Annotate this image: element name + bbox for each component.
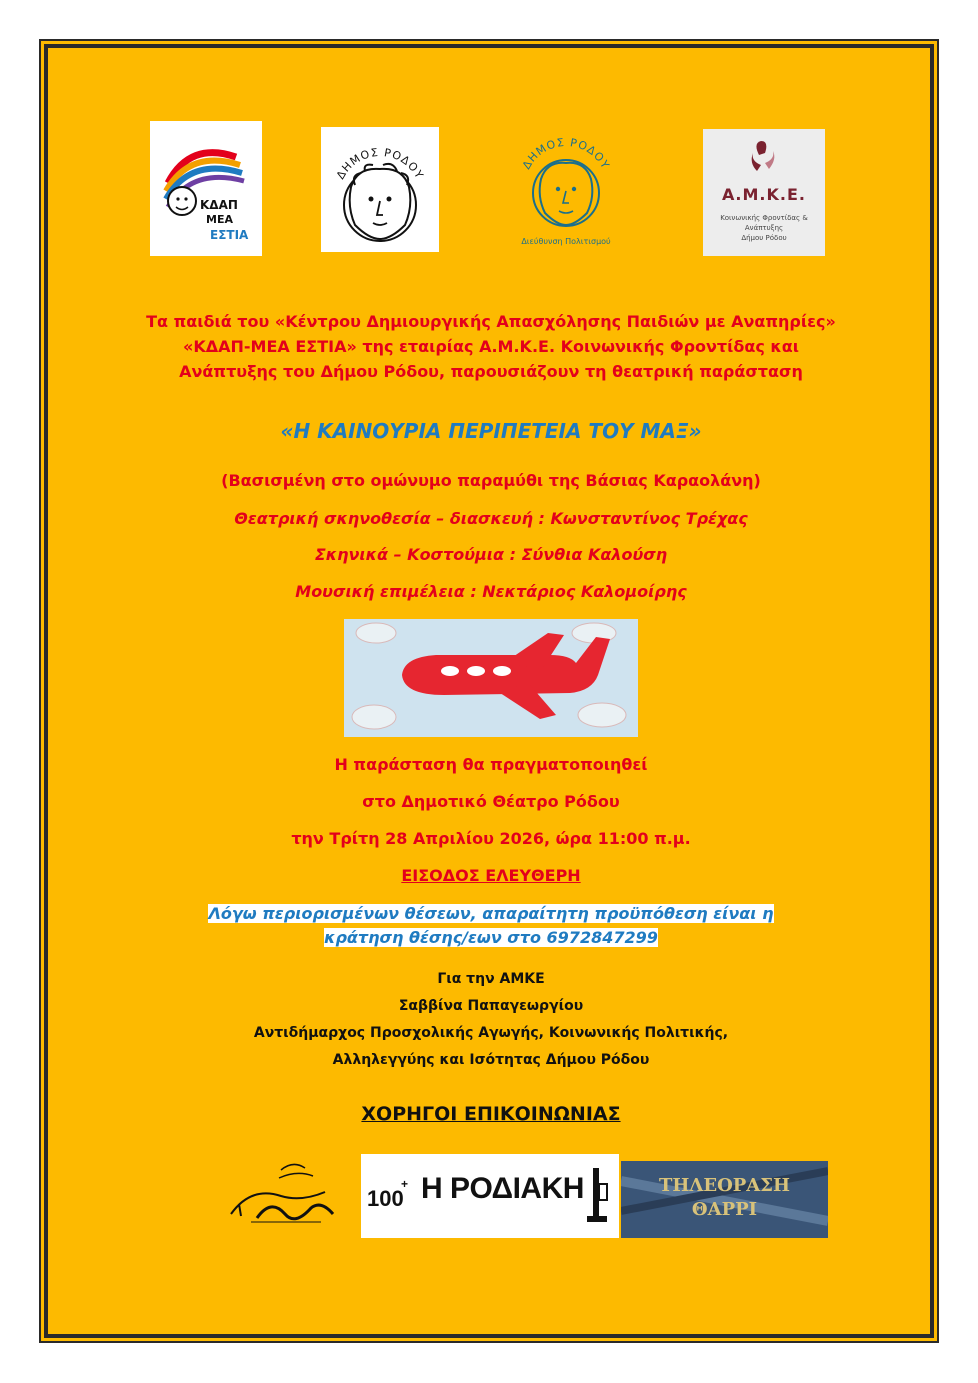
- ellinika-sponsor-logo: [221, 1156, 343, 1241]
- amke-subtitle-line-2: Δήμου Ρόδου: [741, 234, 787, 242]
- amke-logo: [703, 129, 825, 256]
- signature-role-line-2: Αλληλεγγύης και Ισότητας Δήμου Ρόδου: [332, 1052, 650, 1068]
- sets-credit: Σκηνικά – Κοστούμια : Σύνθια Καλούση: [314, 545, 668, 564]
- svg-text:+: +: [401, 1177, 409, 1191]
- free-entry: ΕΙΣΟΔΟΣ ΕΛΕΥΘΕΡΗ: [401, 866, 581, 885]
- amke-title: Α.Μ.Κ.Ε.: [722, 185, 806, 204]
- svg-text:ΔΗΜΟΣ ΡΟΔΟΥ: ΔΗΜΟΣ ΡΟΔΟΥ: [519, 135, 613, 172]
- signature-org: Για την ΑΜΚΕ: [437, 971, 545, 987]
- performance-line-1: Η παράσταση θα πραγματοποιηθεί: [334, 755, 648, 774]
- dimos-rodou-culture-logo: [511, 127, 621, 252]
- sponsors-title: ΧΟΡΗΓΟΙ ΕΠΙΚΟΙΝΩΝΙΑΣ: [361, 1103, 621, 1125]
- svg-text:ΔΗΜΟΣ ΡΟΔΟΥ: ΔΗΜΟΣ ΡΟΔΟΥ: [333, 145, 427, 182]
- rodiaki-sponsor-logo: [361, 1154, 619, 1238]
- amke-subtitle-line-1: Κοινωνικής Φροντίδας & Ανάπτυξης: [720, 214, 808, 232]
- music-credit: Μουσική επιμέλεια : Νεκτάριος Καλομοίρης: [295, 582, 687, 601]
- reservation-line-1: Λόγω περιορισμένων θέσεων, απαραίτητη προϋπόθεση είναι η: [208, 904, 774, 923]
- reservation-line-2: κράτηση θέσης/εων στο 6972847299: [324, 928, 658, 947]
- svg-text:ΜΕΑ: ΜΕΑ: [206, 213, 233, 226]
- poster: [39, 39, 939, 1343]
- airplane-painting: [344, 619, 638, 737]
- signature-role-line-1: Αντιδήμαρχος Προσχολικής Αγωγής, Κοινωνικής Πολιτικής,: [253, 1025, 729, 1041]
- play-title: «Η ΚΑΙΝΟΥΡΙΑ ΠΕΡΙΠΕΤΕΙΑ ΤΟΥ ΜΑΞ»: [280, 419, 702, 443]
- tv-tharri-sponsor-logo: [621, 1161, 828, 1238]
- performance-venue: στο Δημοτικό Θέατρο Ρόδου: [362, 792, 620, 811]
- intro-paragraph: Τα παιδιά του «Κέντρου Δημιουργικής Απασχόλησης Παιδιών με Αναπηρίες» «ΚΔΑΠ-ΜΕΑ ΕΣΤΙΑ» της εταιρίας Α.Μ.Κ.Ε. Κοινωνικής Φροντίδας και Ανάπτυξης του Δήμου Ρόδου, παρουσιάζουν τη θεατρική παράσταση: [146, 312, 836, 381]
- tv-line-2: ΘΑΡΡΙ: [691, 1199, 758, 1220]
- rodiaki-wordmark: Η ΡΟΔΙΑΚΗ: [421, 1172, 584, 1205]
- signature-name: Σαββίνα Παπαγεωργίου: [398, 998, 584, 1014]
- svg-text:100: 100: [367, 1186, 404, 1211]
- reservation-notice: [141, 902, 841, 950]
- based-on-line: (Βασισμένη στο ομώνυμο παραμύθι της Βάσιας Καραολάνη): [221, 471, 761, 490]
- dimos2-caption: Διεύθυνση Πολιτισμού: [521, 237, 611, 246]
- direction-credit: Θεατρική σκηνοθεσία – διασκευή : Κωνσταντίνος Τρέχας: [234, 509, 748, 528]
- kdap-mea-estia-logo: [150, 121, 262, 256]
- tv-line-1: ΤΗΛΕΟΡΑΣΗ: [658, 1175, 790, 1196]
- dimos-rodou-coin-logo: [321, 127, 439, 252]
- svg-text:ΕΣΤΙΑ: ΕΣΤΙΑ: [210, 228, 249, 242]
- svg-text:ΚΔΑΠ: ΚΔΑΠ: [200, 198, 238, 212]
- performance-date-time: την Τρίτη 28 Απριλίου 2026, ώρα 11:00 π.μ.: [291, 829, 691, 848]
- amke-subtitle: [703, 213, 825, 243]
